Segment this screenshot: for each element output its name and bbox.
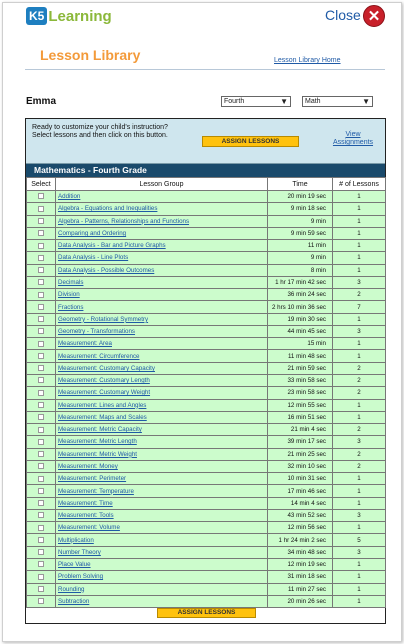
lesson-group-link[interactable]: Measurement: Volume [58, 524, 120, 532]
select-cell [27, 276, 56, 288]
lesson-count-cell: 1 [333, 497, 386, 509]
time-cell: 23 min 58 sec [268, 387, 333, 399]
time-cell: 9 min [268, 252, 333, 264]
table-row [27, 276, 386, 288]
select-cell [27, 534, 56, 546]
select-cell [27, 485, 56, 497]
lesson-group-link[interactable]: Measurement: Money [58, 462, 118, 470]
lesson-group-cell [56, 436, 268, 448]
select-cell [27, 424, 56, 436]
logo-learning: Learning [48, 7, 112, 25]
select-cell [27, 583, 56, 595]
lesson-count-cell: 1 [333, 252, 386, 264]
view-assignments-link[interactable]: View Assignments [332, 131, 374, 146]
lesson-checkbox[interactable] [38, 427, 44, 433]
column-header-lesson-group: Lesson Group [56, 178, 268, 191]
lesson-count-cell: 1 [333, 571, 386, 583]
table-row [27, 509, 386, 521]
chevron-down-icon: ▼ [280, 97, 288, 106]
lesson-group-link[interactable]: Measurement: Metric Capacity [58, 426, 142, 434]
lesson-group-link[interactable]: Measurement: Perimeter [58, 475, 127, 483]
table-row [27, 227, 386, 239]
lesson-count-cell: 2 [333, 424, 386, 436]
lesson-checkbox[interactable] [38, 439, 44, 445]
chevron-down-icon: ▼ [362, 97, 370, 106]
lesson-group-cell [56, 571, 268, 583]
time-cell: 9 min [268, 215, 333, 227]
lesson-checkbox[interactable] [38, 549, 44, 555]
lesson-group-link[interactable]: Measurement: Maps and Scales [58, 413, 147, 421]
lesson-group-link[interactable]: Data Analysis - Bar and Picture Graphs [58, 242, 166, 250]
time-cell: 19 min 30 sec [268, 313, 333, 325]
table-row [27, 240, 386, 252]
lesson-group-link[interactable]: Division [58, 291, 80, 299]
time-cell: 14 min 4 sec [268, 497, 333, 509]
select-cell [27, 448, 56, 460]
lesson-group-cell [56, 362, 268, 374]
lesson-group-cell [56, 473, 268, 485]
lesson-count-cell: 3 [333, 276, 386, 288]
lesson-count-cell: 1 [333, 203, 386, 215]
time-cell: 43 min 52 sec [268, 509, 333, 521]
lesson-count-cell: 1 [333, 191, 386, 203]
time-cell: 12 min 55 sec [268, 399, 333, 411]
table-row [27, 424, 386, 436]
lesson-group-cell [56, 509, 268, 521]
lesson-checkbox[interactable] [38, 586, 44, 592]
lesson-count-cell: 3 [333, 325, 386, 337]
table-row [27, 411, 386, 423]
lesson-checkbox[interactable] [38, 230, 44, 236]
lesson-group-cell [56, 399, 268, 411]
lesson-checkbox[interactable] [38, 279, 44, 285]
table-row [27, 350, 386, 362]
lesson-group-cell [56, 252, 268, 264]
table-row [27, 374, 386, 386]
lesson-group-link[interactable]: Measurement: Metric Weight [58, 450, 137, 458]
select-cell [27, 301, 56, 313]
table-row [27, 595, 386, 607]
lesson-group-link[interactable]: Place Value [58, 561, 91, 569]
time-cell: 10 min 31 sec [268, 473, 333, 485]
lesson-count-cell: 2 [333, 362, 386, 374]
lesson-group-cell [56, 497, 268, 509]
lesson-group-cell [56, 313, 268, 325]
lesson-group-cell [56, 424, 268, 436]
lesson-checkbox[interactable] [38, 365, 44, 371]
select-cell [27, 362, 56, 374]
lesson-group-cell [56, 534, 268, 546]
time-cell: 15 min [268, 338, 333, 350]
lesson-checkbox[interactable] [38, 328, 44, 334]
lesson-checkbox[interactable] [38, 500, 44, 506]
select-cell [27, 522, 56, 534]
table-row [27, 460, 386, 472]
lesson-group-link[interactable]: Measurement: Customary Weight [58, 389, 151, 397]
table-row [27, 448, 386, 460]
lesson-checkbox[interactable] [38, 512, 44, 518]
lesson-checkbox[interactable] [38, 377, 44, 383]
lesson-checkbox[interactable] [38, 353, 44, 359]
column-header-time: Time [268, 178, 333, 191]
lesson-group-cell [56, 276, 268, 288]
lesson-group-link[interactable]: Addition [58, 193, 81, 201]
lesson-checkbox[interactable] [38, 390, 44, 396]
lesson-checkbox[interactable] [38, 451, 44, 457]
lesson-group-cell [56, 289, 268, 301]
lesson-group-cell [56, 387, 268, 399]
lesson-checkbox[interactable] [38, 255, 44, 261]
select-cell [27, 191, 56, 203]
lesson-count-cell: 1 [333, 264, 386, 276]
table-row [27, 387, 386, 399]
select-cell [27, 399, 56, 411]
select-cell [27, 558, 56, 570]
time-cell: 39 min 17 sec [268, 436, 333, 448]
bottom-band [26, 608, 385, 618]
column-header-lessons: # of Lessons [333, 178, 386, 191]
lesson-count-cell: 1 [333, 240, 386, 252]
time-cell: 20 min 19 sec [268, 191, 333, 203]
lesson-group-link[interactable]: Measurement: Lines and Angles [58, 401, 147, 409]
lesson-group-cell [56, 338, 268, 350]
lesson-checkbox[interactable] [38, 525, 44, 531]
lesson-checkbox[interactable] [38, 488, 44, 494]
lesson-checkbox[interactable] [38, 243, 44, 249]
lesson-count-cell: 1 [333, 485, 386, 497]
lesson-count-cell: 1 [333, 595, 386, 607]
lesson-group-link[interactable]: Measurement: Circumference [58, 352, 140, 360]
assign-lessons-button-bottom[interactable]: ASSIGN LESSONS [157, 608, 256, 618]
lesson-group-link[interactable]: Decimals [58, 278, 84, 286]
select-cell [27, 595, 56, 607]
lesson-group-link[interactable]: Measurement: Customary Length [58, 377, 150, 385]
lesson-group-cell [56, 191, 268, 203]
table-row [27, 583, 386, 595]
subject-select[interactable] [302, 96, 373, 107]
time-cell: 8 min [268, 264, 333, 276]
lesson-checkbox[interactable] [38, 561, 44, 567]
select-cell [27, 227, 56, 239]
lesson-count-cell: 7 [333, 301, 386, 313]
lesson-checkbox[interactable] [38, 218, 44, 224]
time-cell: 11 min 27 sec [268, 583, 333, 595]
lesson-count-cell: 1 [333, 473, 386, 485]
lesson-count-cell: 1 [333, 522, 386, 534]
lesson-group-link[interactable]: Data Analysis - Line Plots [58, 254, 129, 262]
lesson-checkbox[interactable] [38, 316, 44, 322]
select-cell [27, 546, 56, 558]
lesson-count-cell: 3 [333, 436, 386, 448]
time-cell: 34 min 48 sec [268, 546, 333, 558]
divider [25, 69, 385, 70]
select-cell [27, 460, 56, 472]
select-cell [27, 215, 56, 227]
close-icon[interactable]: ✕ [363, 5, 385, 27]
lesson-checkbox[interactable] [38, 193, 44, 199]
time-cell: 21 min 59 sec [268, 362, 333, 374]
select-cell [27, 497, 56, 509]
time-cell: 11 min 48 sec [268, 350, 333, 362]
table-row [27, 191, 386, 203]
lesson-group-cell [56, 203, 268, 215]
lesson-group-link[interactable]: Multiplication [58, 536, 94, 544]
time-cell: 31 min 18 sec [268, 571, 333, 583]
popup-window [2, 2, 402, 642]
table-row [27, 473, 386, 485]
subject-select-value: Math [305, 98, 321, 105]
lesson-group-link[interactable]: Algebra - Patterns, Relationships and Functions [58, 217, 190, 225]
table-row [27, 546, 386, 558]
table-row [27, 534, 386, 546]
lesson-count-cell: 2 [333, 448, 386, 460]
select-cell [27, 240, 56, 252]
table-row [27, 215, 386, 227]
lesson-group-link[interactable]: Measurement: Area [58, 340, 112, 348]
lesson-group-cell [56, 215, 268, 227]
lesson-count-cell: 1 [333, 313, 386, 325]
select-cell [27, 473, 56, 485]
select-cell [27, 203, 56, 215]
lesson-checkbox[interactable] [38, 267, 44, 273]
lesson-checkbox[interactable] [38, 574, 44, 580]
lesson-count-cell: 2 [333, 387, 386, 399]
lesson-count-cell: 1 [333, 411, 386, 423]
lesson-count-cell: 1 [333, 558, 386, 570]
grade-select[interactable] [221, 96, 291, 107]
lesson-group-cell [56, 264, 268, 276]
lesson-group-cell [56, 595, 268, 607]
lesson-group-link[interactable]: Measurement: Temperature [58, 487, 134, 495]
select-cell [27, 509, 56, 521]
time-cell: 21 min 25 sec [268, 448, 333, 460]
lesson-table [26, 177, 386, 608]
time-cell: 36 min 24 sec [268, 289, 333, 301]
lesson-checkbox[interactable] [38, 476, 44, 482]
lesson-count-cell: 1 [333, 338, 386, 350]
table-row [27, 252, 386, 264]
time-cell: 9 min 18 sec [268, 203, 333, 215]
lesson-count-cell: 1 [333, 227, 386, 239]
select-cell [27, 264, 56, 276]
time-cell: 32 min 10 sec [268, 460, 333, 472]
time-cell: 20 min 26 sec [268, 595, 333, 607]
select-cell [27, 436, 56, 448]
select-cell [27, 252, 56, 264]
lesson-group-cell [56, 546, 268, 558]
table-row [27, 338, 386, 350]
lesson-group-cell [56, 522, 268, 534]
table-row [27, 362, 386, 374]
select-cell [27, 411, 56, 423]
assign-lessons-button-top[interactable]: ASSIGN LESSONS [202, 136, 299, 147]
lesson-group-cell [56, 460, 268, 472]
lesson-group-cell [56, 374, 268, 386]
instruction-band [26, 119, 385, 164]
lesson-count-cell: 3 [333, 546, 386, 558]
lesson-group-link[interactable]: Algebra - Equations and Inequalities [58, 205, 158, 213]
table-row [27, 289, 386, 301]
lesson-group-link[interactable]: Geometry - Transformations [58, 328, 136, 336]
lesson-checkbox[interactable] [38, 292, 44, 298]
table-header-row [27, 178, 386, 191]
lesson-group-cell [56, 227, 268, 239]
lesson-checkbox[interactable] [38, 206, 44, 212]
select-cell [27, 289, 56, 301]
column-header-select: Select [27, 178, 56, 191]
table-row [27, 558, 386, 570]
lesson-group-cell [56, 240, 268, 252]
table-row [27, 313, 386, 325]
select-cell [27, 374, 56, 386]
lesson-group-link[interactable]: Number Theory [58, 548, 101, 556]
table-row [27, 264, 386, 276]
lesson-checkbox[interactable] [38, 304, 44, 310]
lesson-group-link[interactable]: Fractions [58, 303, 84, 311]
lesson-group-link[interactable]: Measurement: Time [58, 499, 113, 507]
table-row [27, 522, 386, 534]
lesson-count-cell: 1 [333, 583, 386, 595]
lesson-count-cell: 3 [333, 509, 386, 521]
lesson-library-home-link[interactable]: Lesson Library Home [274, 57, 341, 64]
lesson-group-cell [56, 558, 268, 570]
table-row [27, 485, 386, 497]
time-cell: 17 min 46 sec [268, 485, 333, 497]
section-title: Mathematics - Fourth Grade [26, 164, 385, 177]
time-cell: 1 hr 24 min 2 sec [268, 534, 333, 546]
select-cell [27, 387, 56, 399]
table-row [27, 571, 386, 583]
lesson-checkbox[interactable] [38, 402, 44, 408]
logo-k5: K5 [26, 7, 47, 25]
lesson-group-cell [56, 448, 268, 460]
lesson-group-link[interactable]: Rounding [58, 585, 85, 593]
time-cell: 9 min 59 sec [268, 227, 333, 239]
lesson-count-cell: 1 [333, 215, 386, 227]
table-row [27, 301, 386, 313]
time-cell: 11 min [268, 240, 333, 252]
lesson-group-link[interactable]: Comparing and Ordering [58, 229, 127, 237]
time-cell: 16 min 51 sec [268, 411, 333, 423]
lesson-group-link[interactable]: Data Analysis - Possible Outcomes [58, 266, 155, 274]
select-cell [27, 571, 56, 583]
lesson-count-cell: 1 [333, 399, 386, 411]
lesson-group-cell [56, 325, 268, 337]
lesson-checkbox[interactable] [38, 537, 44, 543]
lesson-count-cell: 2 [333, 374, 386, 386]
table-row [27, 399, 386, 411]
time-cell: 12 min 19 sec [268, 558, 333, 570]
lesson-checkbox[interactable] [38, 598, 44, 604]
grade-select-value: Fourth [224, 98, 245, 105]
page-title: Lesson Library [40, 47, 141, 63]
select-cell [27, 325, 56, 337]
lesson-group-link[interactable]: Measurement: Customary Capacity [58, 364, 155, 372]
lesson-count-cell: 1 [333, 350, 386, 362]
time-cell: 12 min 56 sec [268, 522, 333, 534]
table-row [27, 203, 386, 215]
lesson-group-link[interactable]: Measurement: Tools [58, 512, 114, 520]
lesson-group-cell [56, 583, 268, 595]
lesson-group-link[interactable]: Geometry - Rotational Symmetry [58, 315, 149, 323]
k5-learning-logo[interactable] [26, 5, 112, 27]
lesson-count-cell: 2 [333, 289, 386, 301]
select-cell [27, 338, 56, 350]
lesson-group-cell [56, 301, 268, 313]
lesson-checkbox[interactable] [38, 463, 44, 469]
lesson-group-cell [56, 350, 268, 362]
time-cell: 2 hrs 10 min 36 sec [268, 301, 333, 313]
select-cell [27, 350, 56, 362]
select-cell [27, 313, 56, 325]
time-cell: 1 hr 17 min 42 sec [268, 276, 333, 288]
lesson-count-cell: 5 [333, 534, 386, 546]
lesson-group-link[interactable]: Measurement: Metric Length [58, 438, 137, 446]
table-row [27, 436, 386, 448]
time-cell: 33 min 58 sec [268, 374, 333, 386]
time-cell: 44 min 45 sec [268, 325, 333, 337]
close-link[interactable]: Close [325, 7, 361, 23]
lesson-group-link[interactable]: Problem Solving [58, 573, 104, 581]
lesson-group-cell [56, 485, 268, 497]
table-row [27, 497, 386, 509]
time-cell: 21 min 4 sec [268, 424, 333, 436]
lesson-checkbox[interactable] [38, 341, 44, 347]
lesson-count-cell: 2 [333, 460, 386, 472]
lesson-checkbox[interactable] [38, 414, 44, 420]
instruction-text: Ready to customize your child's instruction? Select lessons and then click on this button. [32, 124, 168, 139]
student-name: Emma [26, 96, 57, 107]
lesson-group-cell [56, 411, 268, 423]
lesson-panel [25, 118, 386, 624]
lesson-group-link[interactable]: Subtraction [58, 597, 90, 605]
table-row [27, 325, 386, 337]
